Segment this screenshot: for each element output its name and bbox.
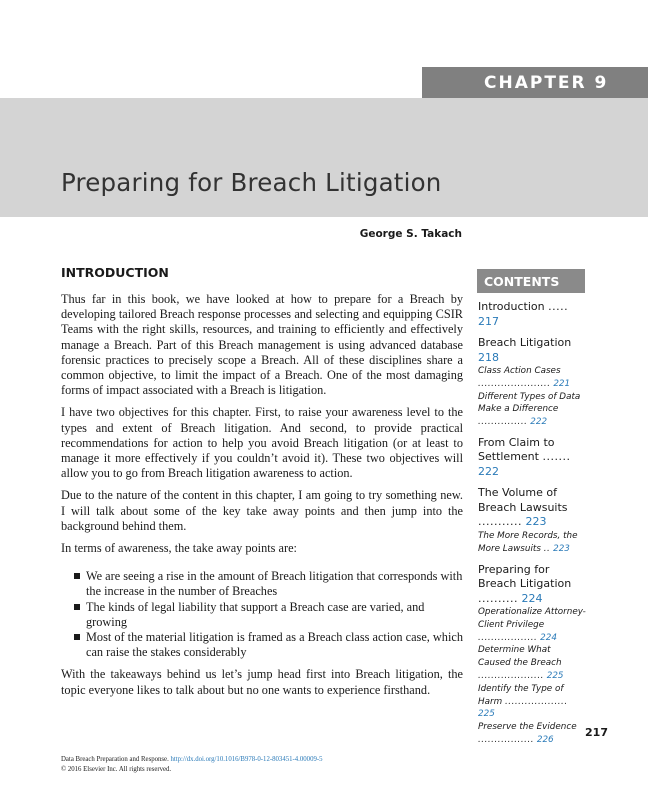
toc-entry[interactable] — [478, 606, 586, 644]
toc-entry[interactable] — [478, 563, 586, 607]
takeaway-list — [61, 563, 463, 660]
toc-dots: ............... — [478, 417, 528, 428]
toc-page[interactable]: 221 — [553, 378, 571, 389]
toc-label: Breach Litigation — [478, 336, 572, 349]
paragraph: Due to the nature of the content in this chapter, I am going to try something new. I will talk about some of the key take away points and then jump into the background behind them. — [61, 488, 463, 533]
doi-link[interactable]: http://dx.doi.org/10.1016/B978-0-12-803451-4.00009-5 — [170, 756, 323, 763]
toc-dots: ..... — [548, 300, 569, 313]
toc-dots: ...................... — [478, 378, 551, 389]
toc-dots: .................... — [478, 671, 544, 682]
paragraph: Thus far in this book, we have looked at how to prepare for a Breach by developing tailored Breach response processes and selecting and equipping CSIR Teams with the right skills, resources, and training to efficiently and effectively manage a Breach. Part of this Breach management is using advanced database forensic practices to precisely scope a Breach. All of these disciplines share a common objective, to limit the impact of a Breach. One of the most damaging forms of impact associated with a Breach is litigation. — [61, 292, 463, 398]
list-item — [74, 569, 463, 599]
toc-label: Determine What Caused the Breach — [478, 645, 562, 669]
introduction-body — [61, 292, 463, 705]
toc-label: Different Types of Data Make a Difference — [478, 391, 581, 415]
square-bullet-icon — [74, 573, 80, 579]
toc-dots: .. — [543, 543, 551, 554]
toc-dots: ................. — [478, 735, 535, 746]
toc-label: The More Records, the More Lawsuits — [478, 530, 578, 554]
paragraph: With the takeaways behind us let’s jump head first into Breach litigation, the topic everyone likes to talk about but no one wants to experience firsthand. — [61, 667, 463, 697]
list-item-text: Most of the material litigation is framed as a Breach class action case, which can raise the stakes considerably — [86, 630, 463, 660]
toc-entry[interactable] — [478, 530, 586, 556]
toc-dots: ................... — [505, 696, 568, 707]
toc-entry[interactable] — [478, 486, 586, 530]
toc-entry[interactable] — [478, 721, 586, 747]
toc-entry[interactable] — [478, 300, 586, 329]
toc-entry[interactable] — [478, 365, 586, 391]
toc-page[interactable]: 224 — [521, 591, 543, 605]
list-item — [74, 600, 463, 630]
toc-page[interactable]: 222 — [530, 417, 548, 428]
toc-dots: .......... — [478, 591, 518, 605]
page-number: 217 — [585, 726, 608, 739]
toc-page[interactable]: 217 — [478, 314, 499, 328]
footer — [61, 755, 323, 775]
toc-page[interactable]: 223 — [553, 543, 570, 554]
list-item — [74, 630, 463, 660]
title-band — [0, 98, 648, 217]
toc-dots: .................. — [478, 632, 538, 643]
toc-page[interactable]: 224 — [540, 632, 557, 643]
square-bullet-icon — [74, 604, 80, 610]
toc-label: Operationalize Attorney-Client Privilege — [478, 607, 586, 630]
toc-label: From Claim to Settlement — [478, 435, 555, 464]
toc-page[interactable]: 218 — [478, 350, 499, 364]
toc-label: The Volume of Breach Lawsuits — [478, 486, 568, 514]
toc-entry[interactable] — [478, 436, 586, 480]
toc-dots: ........... — [478, 515, 522, 529]
toc-label: Class Action Cases — [478, 366, 561, 376]
toc-page[interactable]: 222 — [478, 464, 499, 478]
footer-citation — [61, 755, 323, 765]
toc-page[interactable]: 225 — [478, 709, 495, 720]
toc-label: Introduction — [478, 300, 545, 313]
toc-entry[interactable] — [478, 336, 586, 365]
toc-dots: ....... — [542, 450, 571, 464]
toc-page[interactable]: 223 — [525, 515, 547, 529]
author: George S. Takach — [359, 228, 462, 240]
square-bullet-icon — [74, 634, 80, 640]
contents-heading: CONTENTS — [477, 269, 585, 293]
toc-entry[interactable] — [478, 644, 586, 682]
list-item-text: We are seeing a rise in the amount of Breach litigation that corresponds with the increase in the number of Breaches — [86, 569, 463, 599]
chapter-title: Preparing for Breach Litigation — [61, 168, 442, 197]
table-of-contents — [478, 300, 586, 747]
list-item-text: The kinds of legal liability that support a Breach case are varied, and growing — [86, 599, 425, 629]
footer-copyright: © 2016 Elsevier Inc. All rights reserved. — [61, 766, 172, 773]
toc-page[interactable]: 226 — [536, 735, 554, 746]
toc-label: Identify the Type of Harm — [478, 683, 564, 707]
paragraph: In terms of awareness, the take away points are: — [61, 541, 297, 556]
paragraph: I have two objectives for this chapter. First, to raise your awareness level to the types and extent of Breach litigation. And second, to provide practical recommendations for action to help you avoid Breach litigation (or at least to manage it more effectively if you couldn’t avoid it). These two objectives will allow you to go from Breach litigation awareness to action. — [61, 405, 463, 481]
chapter-label: CHAPTER 9 — [422, 67, 648, 98]
footer-book: Data Breach Preparation and Response. — [61, 756, 169, 763]
toc-entry[interactable] — [478, 683, 586, 721]
toc-label: Preparing for Breach Litigation — [478, 562, 572, 591]
toc-entry[interactable] — [478, 391, 586, 429]
toc-page[interactable]: 225 — [546, 671, 564, 682]
introduction-heading: INTRODUCTION — [61, 265, 169, 280]
toc-label: Preserve the Evidence — [478, 722, 577, 733]
